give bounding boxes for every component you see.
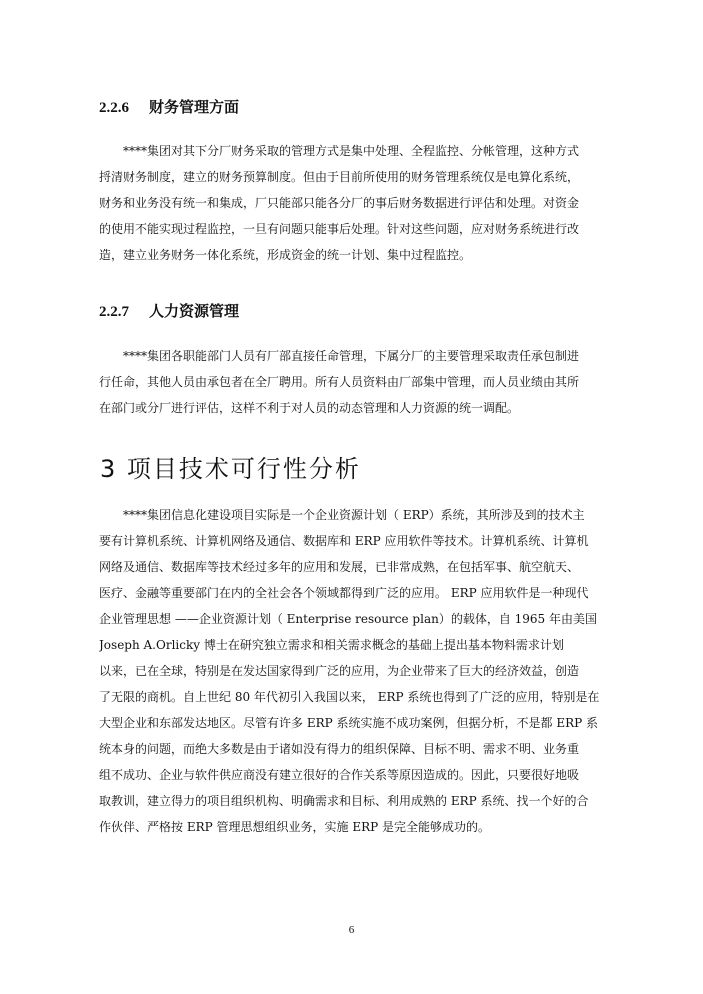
paragraph-line: 财务和业务没有统一和集成，厂只能部只能各分厂的事后财务数据进行评估和处理。对资金: [99, 196, 580, 210]
paragraph-finance: [99, 138, 609, 268]
chapter-title: 项目技术可行性分析: [126, 455, 361, 483]
section-number: 2.2.6: [99, 100, 129, 116]
paragraph-line: 行任命，其他人员由承包者在全厂聘用。所有人员资料由厂部集中管理，而人员业绩由其所: [99, 375, 580, 389]
paragraph-line: 以来，已在全球，特别是在发达国家得到广泛的应用，为企业带来了巨大的经济效益，创造: [99, 664, 580, 678]
section-title: 人力资源管理: [149, 302, 240, 320]
paragraph-line: 组不成功、企业与软件供应商没有建立很好的合作关系等原因造成的。因此，只要很好地吸: [99, 768, 580, 782]
paragraph-line: 取教训，建立得力的项目组织机构、明确需求和目标、利用成熟的 ERP 系统、找一个好的合: [99, 794, 589, 808]
paragraph-line: ****集团各职能部门人员有厂部直接任命管理，下属分厂的主要管理采取责任承包制进: [123, 349, 580, 363]
page-number: 6: [348, 924, 355, 936]
paragraph-line: 在部门或分厂进行评估，这样不利于对人员的动态管理和人力资源的统一调配。: [99, 401, 520, 415]
paragraph-line: 网络及通信、数据库等技术经过多年的应用和发展，已非常成熟，在包括军事、航空航天、: [99, 560, 580, 574]
paragraph-line: ****集团对其下分厂财务采取的管理方式是集中处理、全程监控、分帐管理，这种方式: [123, 144, 580, 158]
paragraph-line: 捋清财务制度，建立的财务预算制度。但由于目前所使用的财务管理系统仅是电算化系统，: [99, 170, 580, 184]
section-title: 财务管理方面: [149, 98, 240, 116]
section-heading-2-2-7: [99, 300, 239, 321]
section-number: 2.2.7: [99, 304, 129, 320]
paragraph-line: 了无限的商机。自上世纪 80 年代初引入我国以来， ERP 系统也得到了广泛的应用，特别是在: [99, 690, 600, 704]
paragraph-line: ****集团信息化建设项目实际是一个企业资源计划（ ERP）系统，其所涉及到的技术主: [123, 508, 585, 522]
paragraph-line: 要有计算机系统、计算机网络及通信、数据库和 ERP 应用软件等技术。计算机系统、计算机: [99, 534, 589, 548]
paragraph-line: 作伙伴、严格按 ERP 管理思想组织业务，实施 ERP 是完全能够成功的。: [99, 820, 490, 834]
paragraph-line: 医疗、金融等重要部门在内的全社会各个领域都得到广泛的应用。 ERP 应用软件是一种现代: [99, 586, 589, 600]
paragraph-line: 的使用不能实现过程监控，一旦有问题只能事后处理。针对这些问题，应对财务系统进行改: [99, 222, 580, 236]
chapter-heading-3: [100, 449, 361, 484]
paragraph-line: 企业管理思想 ——企业资源计划（ Enterprise resource plan）的载体，自 1965 年由美国: [99, 612, 598, 626]
chapter-number: 3: [100, 455, 118, 483]
paragraph-feasibility: [99, 502, 609, 840]
paragraph-line: 造，建立业务财务一体化系统，形成资金的统一计划、集中过程监控。: [99, 248, 472, 262]
paragraph-line: Joseph A.Orlicky 博士在研究独立需求和相关需求概念的基础上提出基本物料需求计划: [99, 638, 564, 652]
section-heading-2-2-6: [99, 96, 239, 117]
paragraph-line: 统本身的问题，而绝大多数是由于诸如没有得力的组织保障、目标不明、需求不明、业务重: [99, 742, 580, 756]
paragraph-line: 大型企业和东部发达地区。尽管有许多 ERP 系统实施不成功案例，但据分析，不是都 ERP 系: [99, 716, 598, 730]
paragraph-hr: [99, 343, 609, 421]
